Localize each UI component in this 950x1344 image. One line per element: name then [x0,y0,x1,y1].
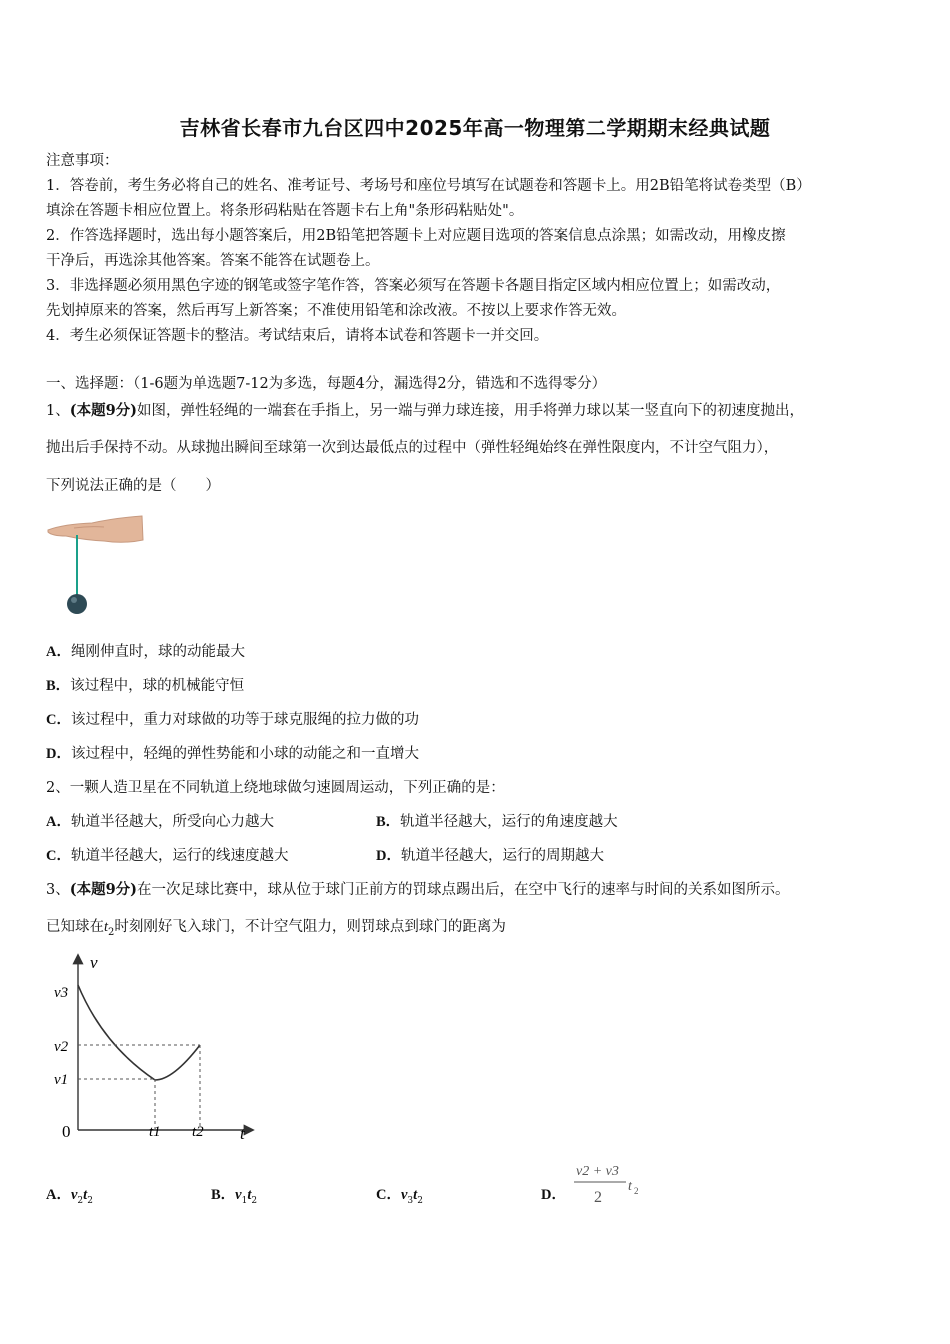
hand-illustration [48,516,143,542]
exam-title: 吉林省长春市九台区四中2025年高一物理第二学期期末经典试题 [179,116,771,140]
q1-option-d[interactable]: D．该过程中，轻绳的弹性势能和小球的动能之和一直增大 [46,746,419,762]
t1-label: t1 [149,1124,161,1140]
q3-option-b[interactable]: B．$v_1t_2$ [211,1187,258,1206]
q1-line1 [46,401,804,421]
hand-ball-figure [44,514,148,620]
formula-t-sub: 2 [634,1186,639,1196]
q3-text: 在一次足球比赛中，球从位于球门正前方的罚球点踢出后，在空中飞行的速率与时间的关系如图所示。 [137,882,790,898]
ball [67,594,87,614]
q2-option-c[interactable]: C．轨道半径越大，运行的线速度越大 [46,848,289,864]
q1-option-b[interactable]: B．该过程中，球的机械能守恒 [46,678,245,694]
q3-line2: 已知球在$t_2$时刻刚好飞入球门，不计空气阻力，则罚球点到球门的距离为 [46,919,506,938]
q1-option-a[interactable]: A．绳刚伸直时，球的动能最大 [46,644,245,660]
q2-option-a[interactable]: A．轨道半径越大，所受向心力越大 [46,814,274,830]
formula-numerator: v2 + v3 [576,1164,619,1179]
q1-text: 如图，弹性轻绳的一端套在手指上，另一端与弹力球连接，用手将弹力球以某一竖直向下的初速度抛出， [137,403,805,419]
notice-line: 先划掉原来的答案，然后再写上新答案；不准使用铅笔和涂改液。不按以上要求作答无效。 [46,303,626,319]
q1-number: 1、 [46,403,70,419]
q2-option-d[interactable]: D．轨道半径越大，运行的周期越大 [376,848,604,864]
q2-option-b[interactable]: B．轨道半径越大，运行的角速度越大 [376,814,618,830]
q3-score: (本题9分) [69,881,138,898]
q1-line3: 下列说法正确的是（ ） [46,478,220,494]
t2-label: t2 [192,1124,204,1140]
notice-line: 2．作答选择题时，选出每小题答案后，用2B铅笔把答题卡上对应题目选项的答案信息点涂黑；如需改动，用橡皮擦 [46,228,786,244]
q2-stem: 2、一颗人造卫星在不同轨道上绕地球做匀速圆周运动，下列正确的是： [46,780,505,796]
q3-number: 3、 [46,882,70,898]
formula-t: t [628,1179,632,1194]
section-heading: 一、选择题：（1-6题为单选题7-12为多选，每题4分，漏选得2分，错选和不选得零分） [46,376,607,392]
q3-option-c[interactable]: C．$v_3t_2$ [376,1187,423,1206]
notice-heading: 注意事项： [46,153,119,169]
q3-option-d[interactable]: D． [541,1187,566,1203]
v3-label: v3 [54,985,69,1001]
x-axis-label: t [240,1124,245,1143]
notice-line: 4．考生必须保证答题卡的整洁。考试结束后，请将本试卷和答题卡一并交回。 [46,328,549,344]
origin-label: 0 [62,1122,71,1141]
q3-option-a[interactable]: A．$v_2t_2$ [46,1187,93,1206]
notice-line: 1．答卷前，考生务必将自己的姓名、准考证号、考场号和座位号填写在试题卷和答题卡上。用2B铅笔将试卷类型（B） [46,178,811,194]
notice-line: 干净后，再选涂其他答案。答案不能答在试题卷上。 [46,253,380,269]
notice-line: 填涂在答题卡相应位置上。将条形码粘贴在答题卡右上角"条形码粘贴处"。 [46,203,524,219]
q1-line2: 抛出后手保持不动。从球抛出瞬间至球第一次到达最低点的过程中（弹性轻绳始终在弹性限度内，不计空气阻力）， [46,440,779,456]
q1-option-c[interactable]: C．该过程中，重力对球做的功等于球克服绳的拉力做的功 [46,712,419,728]
velocity-time-graph [48,950,258,1145]
q3-option-d-formula [570,1160,650,1210]
velocity-curve [78,985,200,1080]
q3-line1 [46,880,790,900]
q1-score: (本题9分) [69,402,138,419]
formula-denominator: 2 [594,1189,602,1206]
notice-line: 3．非选择题必须用黑色字迹的钢笔或签字笔作答，答案必须写在答题卡各题目指定区域内相应位置上；如需改动， [46,278,781,294]
v2-label: v2 [54,1039,69,1055]
v1-label: v1 [54,1072,69,1088]
y-axis-label: v [90,953,98,972]
